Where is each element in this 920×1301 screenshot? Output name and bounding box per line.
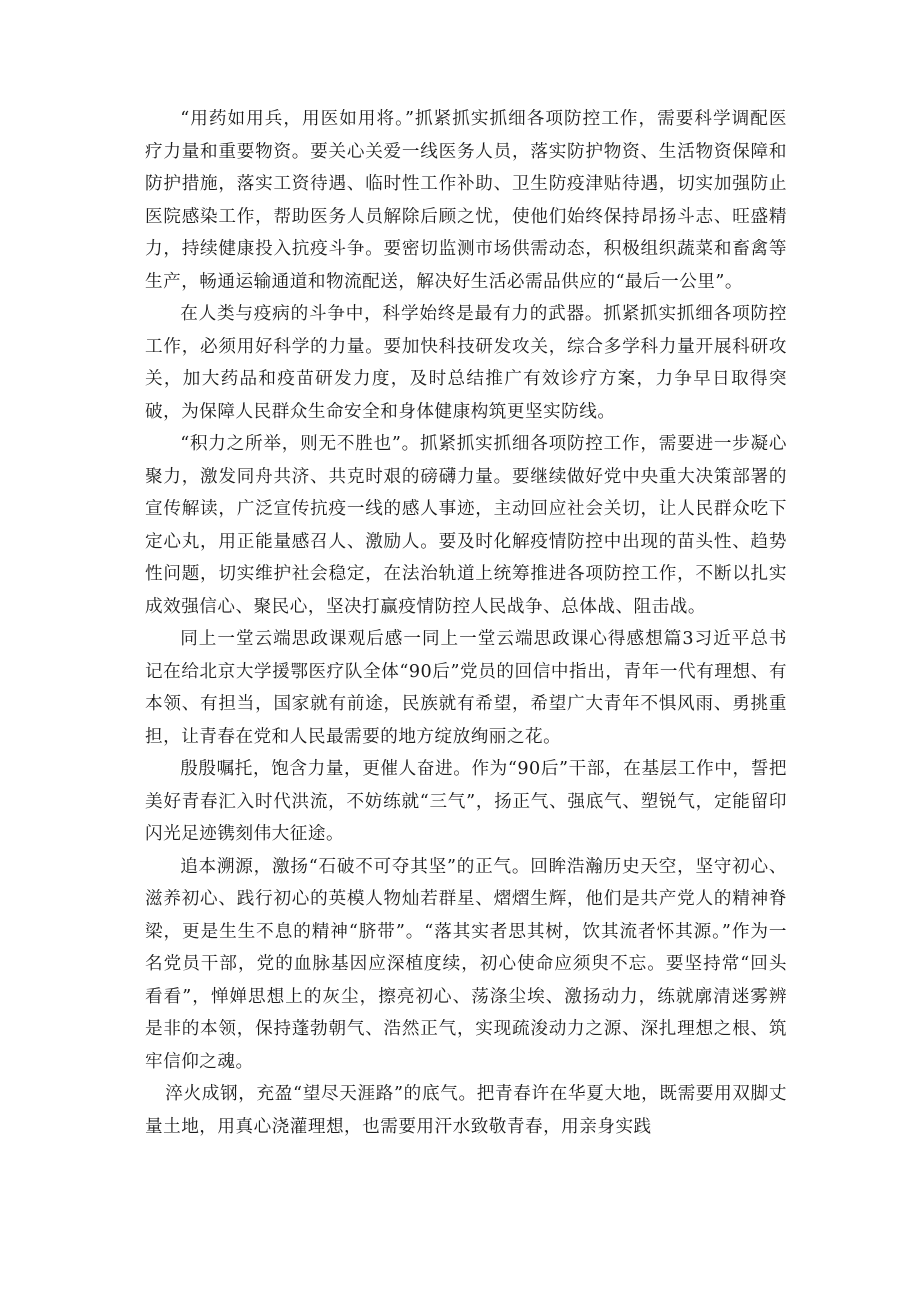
paragraph-science-weapon: 在人类与疫病的斗争中，科学始终是最有力的武器。抓紧抓实抓细各项防控工作，必须用好科学的力量。要加快科技研发攻关，综合多学科力量开展科研攻关，加大药品和疫苗研发力度，及时总结推广有效诊疗方案，力争早日取得突破，为保障人民群众生命安全和身体健康构筑更坚实防线。 <box>145 304 787 422</box>
paragraph-righteous-spirit: 追本溯源，激扬“石破不可夺其坚”的正气。回眸浩瀚历史天空，坚守初心、滋养初心、践行初心的英模人物灿若群星、熠熠生辉，他们是共产党人的精神脊梁，更是生生不息的精神“脐带”。“落其实者思其树，饮其流者怀其源。”作为一名党员干部，党的血脉基因应深植度续，初心使命应须臾不忘。要坚持常“回头看看”，惮婵思想上的灰尘，擦亮初心、荡涤尘埃、激扬动力，练就廓清迷雾辨是非的本领，保持蓬勃朝气、浩然正气，实现疏浚动力之源、深扎理想之根、筑牢信仰之魂。 <box>145 856 787 1072</box>
paragraph-unite-strength: “积力之所举，则无不胜也”。抓紧抓实抓细各项防控工作，需要进一步凝心聚力，激发同舟共济、共克时艰的磅礴力量。要继续做好党中央重大决策部署的宣传解读，广泛宣传抗疫一线的感人事迹，主动回应社会关切，让人民群众吃下定心丸，用正能量感召人、激励人。要及时化解疫情防控中出现的苗头性、趋势性问题，切实维护社会稳定，在法治轨道上统筹推进各项防控工作，不断以扎实成效强信心、聚民心，坚决打赢疫情防控人民战争、总体战、阻击战。 <box>145 434 787 617</box>
paragraph-confidence: 淬火成钢，充盈“望尽天涯路”的底气。把青春许在华夏大地，既需要用双脚丈量土地，用真心浇灌理想，也需要用汗水致敬青春，用亲身实践 <box>145 1084 787 1137</box>
paragraph-medical-resources: “用药如用兵，用医如用将。”抓紧抓实抓细各项防控工作，需要科学调配医疗力量和重要物资。要关心关爱一线医务人员，落实防护物资、生活物资保障和防护措施，落实工资待遇、临时性工作补助、卫生防疫津贴待遇，切实加强防止医院感染工作，帮助医务人员解除后顾之忧，使他们始终保持昂扬斗志、旺盛精力，持续健康投入抗疫斗争。要密切监测市场供需动态，积极组织蔬菜和畜禽等生产，畅通运输通道和物流配送，解决好生活必需品供应的“最后一公里”。 <box>145 109 787 292</box>
paragraph-three-qi: 殷殷嘱托，饱含力量，更催人奋进。作为“90后”干部，在基层工作中，誓把美好青春汇入时代洪流，不妨练就“三气”，扬正气、强底气、塑锐气，定能留印闪光足迹镌刻伟大征途。 <box>145 759 787 844</box>
paragraph-essay-title-intro: 同上一堂云端思政课观后感一同上一堂云端思政课心得感想篇3习近平总书记在给北京大学援鄂医疗队全体“90后”党员的回信中指出，青年一代有理想、有本领、有担当，国家就有前途，民族就有希望，希望广大青年不惧风雨、勇挑重担，让青春在党和人民最需要的地方绽放绚丽之花。 <box>145 629 787 747</box>
document-body <box>145 103 787 1143</box>
